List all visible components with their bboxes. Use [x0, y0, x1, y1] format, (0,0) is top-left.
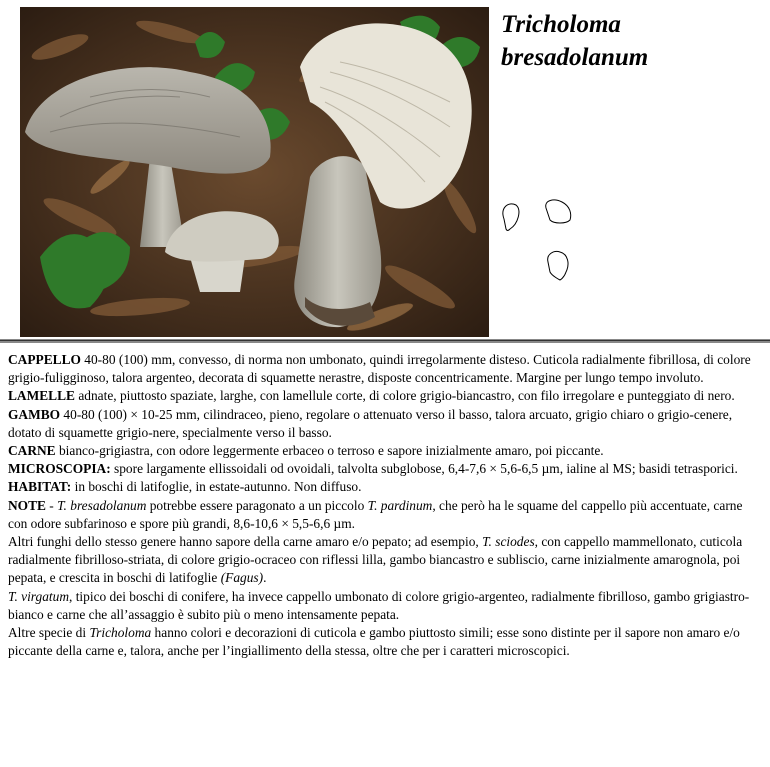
text-lamelle: adnate, piuttosto spaziate, larghe, con lamellule corte, di colore grigio-biancastro, con filo irregolare e punteggiato di nero. — [74, 388, 735, 404]
spore-1 — [503, 204, 519, 231]
section-cappello — [8, 351, 760, 387]
section-virgatum — [8, 588, 760, 624]
title-genus: Tricholoma — [501, 11, 621, 38]
note-text-3: , che però ha le squame del cappello più accentuate, carne con odore subfarinoso e spore più grandi, 8,6-10,6 × 5,5-6,6 µm. — [8, 497, 743, 531]
section-habitat — [8, 478, 760, 496]
mushroom-photo — [20, 7, 489, 337]
label-gambo: GAMBO — [8, 406, 61, 422]
text-carne: bianco-grigiastra, con odore leggermente erbaceo o terroso e sapore inizialmente amaro, poi piccante. — [55, 443, 604, 459]
label-carne: CARNE — [8, 443, 56, 459]
label-cappello: CAPPELLO — [8, 352, 81, 367]
title-species: bresadolanum — [501, 44, 649, 71]
spore-3 — [548, 251, 568, 280]
section-gambo — [8, 406, 760, 442]
altre-text-1: Altre specie di — [8, 625, 90, 641]
section-lamelle — [8, 387, 760, 405]
section-note — [8, 497, 760, 533]
label-note: NOTE — [8, 497, 46, 513]
label-lamelle: LAMELLE — [8, 388, 75, 404]
description — [8, 351, 760, 660]
spore-drawing — [498, 196, 578, 286]
virgatum-text: , tipico dei boschi di conifere, ha invece cappello umbonato di colore grigio-argenteo, radialmente fibrilloso, gambo grigiastro-bianco e carne che all’assaggio è subito più o meno intensamente pepata. — [8, 588, 750, 622]
species-title — [501, 8, 648, 74]
note-text-1: - — [45, 497, 58, 513]
section-carne — [8, 442, 760, 460]
note-text-2: potrebbe essere paragonato a un piccolo — [146, 497, 368, 513]
altri-text-3: . — [263, 570, 267, 586]
note-species-2: T. pardinum — [367, 497, 433, 513]
altre-text-2: hanno colori e decorazioni di cuticola e gambo piuttosto simili; esse sono distinte per il sapore non amaro e/o piccante della carne e, talora, anche per l’ingiallimento della stessa, oltre che per i caratteri microscopici. — [8, 625, 740, 659]
virgatum-species: T. virgatum — [8, 588, 70, 604]
altri-text-1: Altri funghi dello stesso genere hanno sapore della carne amaro e/o pepato; ad esempio, — [8, 534, 483, 550]
altri-species-1: T. sciodes — [482, 534, 535, 550]
mushroom-illustration — [20, 7, 489, 337]
note-species-1: T. bresadolanum — [57, 497, 147, 513]
divider — [0, 339, 770, 343]
altri-genus-fagus: (Fagus) — [220, 570, 264, 586]
altri-text-2: , con cappello mammellonato, cuticola radialmente fibrilloso-striata, di colore grigio-ocraceo con riflessi lilla, gambo biancastro e subliscio, carne inizialmente amarognola, poi pepata, e crescita in boschi di latifoglie — [8, 534, 743, 586]
label-habitat: HABITAT: — [8, 479, 72, 495]
text-cappello: 40-80 (100) mm, convesso, di norma non umbonato, quindi irregolarmente disteso. Cuticola radialmente fibrillosa, di colore grigio-fuligginoso, talora argenteo, decorata di squamette nerastre, disposte concentricamente. Margine per lungo tempo involuto. — [8, 352, 751, 386]
label-microscopia: MICROSCOPIA: — [8, 461, 111, 477]
altre-genus: Tricholoma — [89, 625, 152, 641]
section-altri — [8, 533, 760, 588]
section-microscopia — [8, 460, 760, 478]
text-microscopia: spore largamente ellissoidali od ovoidali, talvolta subglobose, 6,4-7,6 × 5,6-6,5 µm, ialine al MS; basidi tetrasporici. — [110, 461, 738, 477]
spore-2 — [546, 200, 571, 223]
text-habitat: in boschi di latifoglie, in estate-autunno. Non diffuso. — [71, 479, 362, 495]
text-gambo: 40-80 (100) × 10-25 mm, cilindraceo, pieno, regolare o attenuato verso il basso, talora arcuato, grigio chiaro o grigio-cenere, dotato di squamette grigio-nere, specialmente verso il basso. — [8, 406, 733, 440]
section-altre — [8, 624, 760, 660]
